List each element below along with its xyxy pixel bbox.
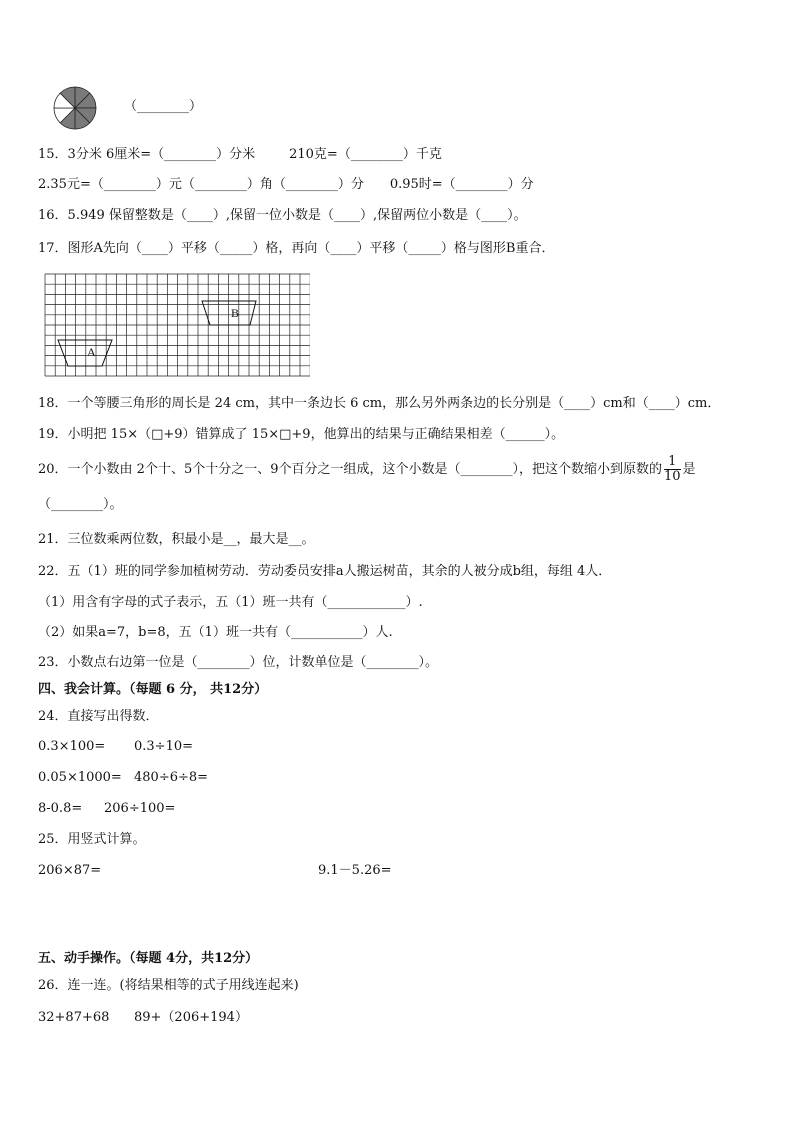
q24-r1b: 0.3÷10=	[134, 739, 194, 754]
q26-b: 89+（206+194）	[134, 1010, 248, 1025]
translation-grid	[44, 273, 310, 377]
q17: 17．图形A先向（____）平移（_____）格，再向（____）平移（_____）格与图形B重合．	[38, 241, 555, 256]
fraction: $\frac{1}{10}$	[664, 454, 681, 484]
section-4-heading: 四、我会计算。（每题 6 分， 共12分）	[38, 682, 268, 697]
q22: 22．五（1）班的同学参加植树劳动．劳动委员安排a人搬运树苗，其余的人被分成b组，每组 4人．	[38, 564, 612, 579]
q24-r3b: 206÷100=	[104, 801, 176, 816]
q20-line1: 20．一个小数由 2个十、5个十分之一、9个百分之一组成，这个小数是（________），把这个数缩小到原数的 $\frac{1}{10}$ 是	[38, 454, 696, 484]
q19: 19．小明把 15×（□+9）错算成了 15×□+9，他算出的结果与正确结果相差（______）。	[38, 427, 565, 442]
q15-line2: 2.35元=（________）元（________）角（________）分 0.95时=（________）分	[38, 177, 534, 192]
q24-r1a: 0.3×100=	[38, 739, 106, 754]
shape-a-label: A	[87, 345, 96, 359]
q20-line2: （________）。	[38, 497, 123, 512]
q24-title: 24．直接写出得数．	[38, 709, 159, 724]
shape-b-label: B	[231, 306, 240, 320]
q18: 18．一个等腰三角形的周长是 24 cm，其中一条边长 6 cm，那么另外两条边的长分别是（____）cm和（____）cm．	[38, 396, 721, 411]
grid-lines	[45, 274, 310, 376]
q24-r2b: 480÷6÷8=	[134, 770, 209, 785]
q25-b: 9.1－5.26=	[318, 863, 392, 878]
q22-part1: （1）用含有字母的式子表示，五（1）班一共有（____________）.	[38, 595, 423, 610]
q21: 21．三位数乘两位数，积最小是__，最大是__。	[38, 532, 315, 547]
pie-answer: （________）	[124, 99, 203, 114]
q22-part2: （2）如果a=7，b=8，五（1）班一共有（___________）人.	[38, 625, 393, 640]
section-5-heading: 五、动手操作。（每题 4分，共12分）	[38, 951, 259, 966]
shape-a	[58, 340, 112, 366]
pie-figure	[52, 85, 98, 131]
q26-title: 26．连一连。(将结果相等的式子用线连起来)	[38, 978, 299, 993]
q25-title: 25．用竖式计算。	[38, 832, 146, 847]
q23: 23．小数点右边第一位是（________）位，计数单位是（________）。	[38, 655, 439, 670]
q25-a: 206×87=	[38, 863, 102, 878]
q16: 16．5.949 保留整数是（____）,保留一位小数是（____）,保留两位小数是（____）。	[38, 208, 527, 223]
q26-a: 32+87+68	[38, 1010, 110, 1025]
q24-r3a: 8-0.8=	[38, 801, 83, 816]
q24-r2a: 0.05×1000=	[38, 770, 122, 785]
q15-line1: 15．3分米 6厘米=（________）分米 210克=（________）千克	[38, 147, 442, 162]
